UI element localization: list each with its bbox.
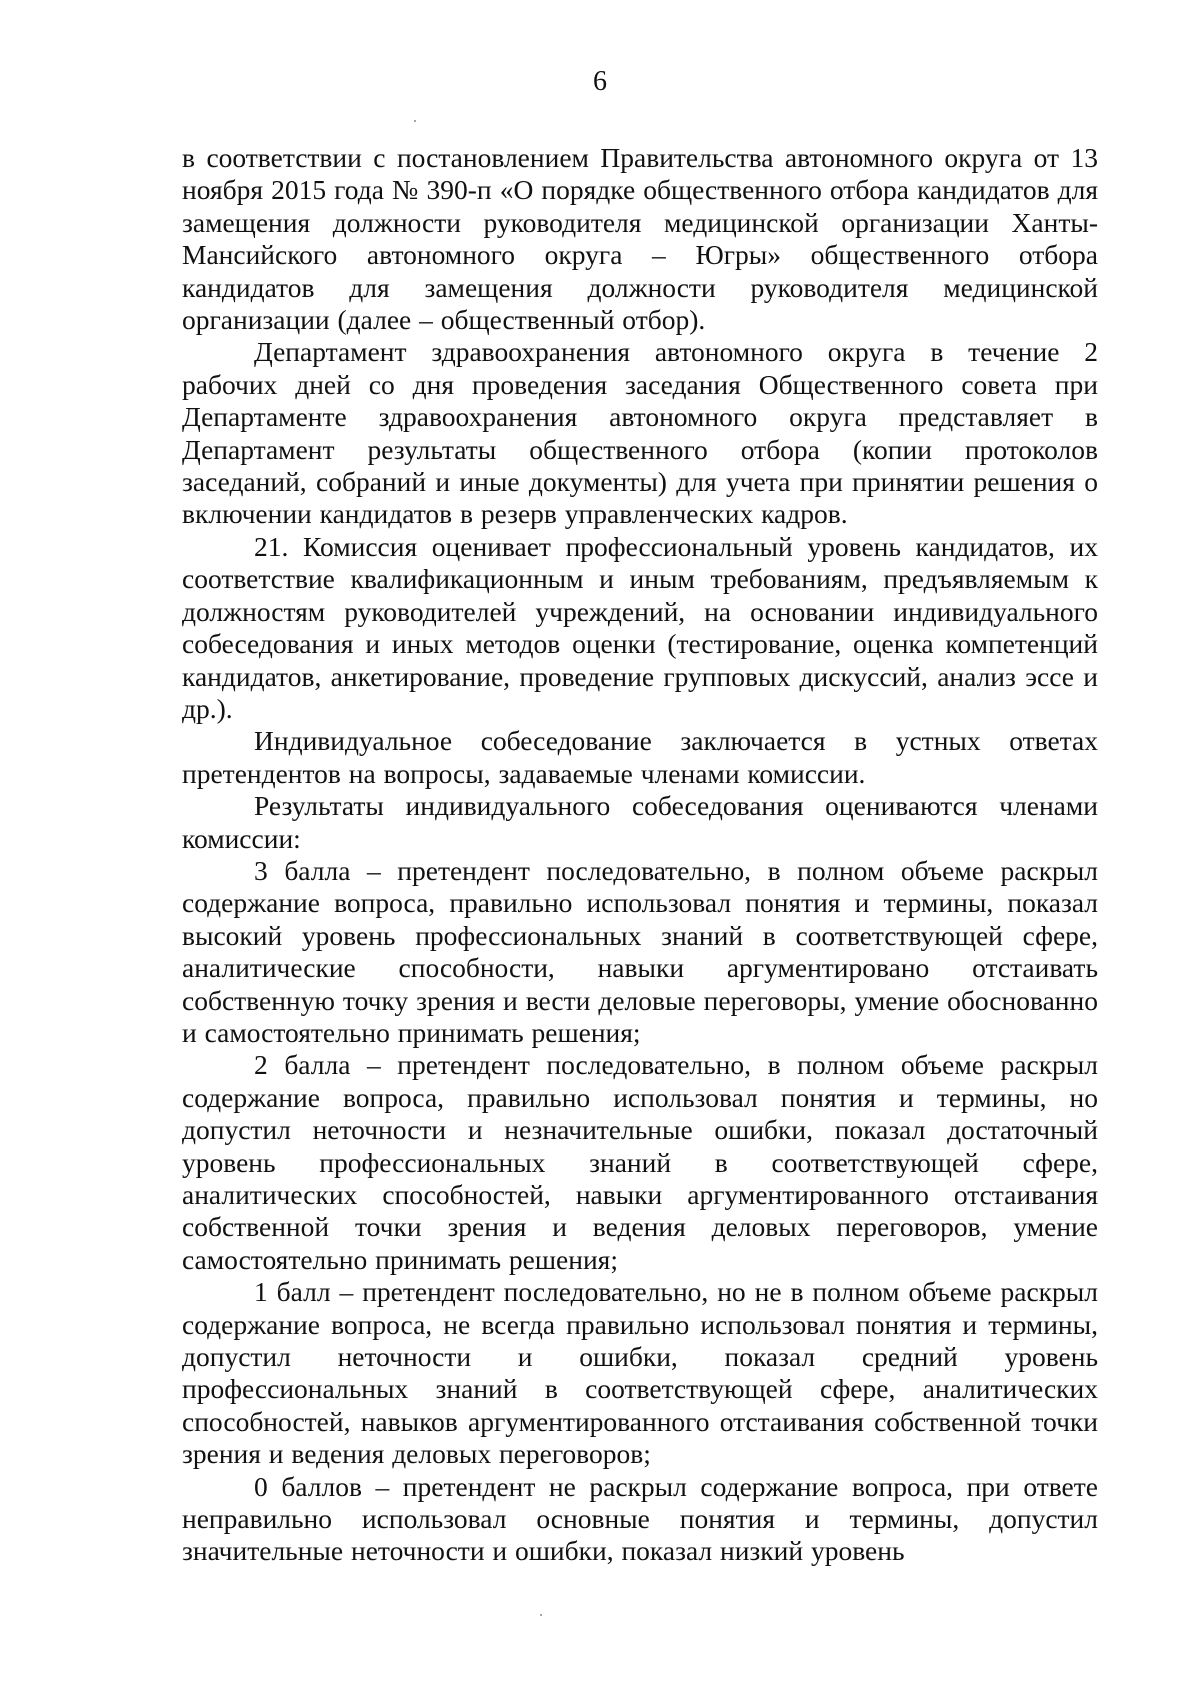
paragraph-score-0: 0 баллов – претендент не раскрыл содержание вопроса, при ответе неправильно использовал основные понятия и термины, допустил значительные неточности и ошибки, показал низкий уровень <box>182 1470 1098 1567</box>
paragraph-interview-definition: Индивидуальное собеседование заключается в устных ответах претендентов на вопросы, задаваемые членами комиссии. <box>182 725 1098 789</box>
paragraph-score-3: 3 балла – претендент последовательно, в полном объеме раскрыл содержание вопроса, правильно использовал понятия и термины, показал высокий уровень профессиональных знаний в соответствующей сфере, аналитические способности, навыки аргументировано отстаивать собственную точку зрения и вести деловые переговоры, умение обоснованно и самостоятельно принимать решения; <box>182 854 1098 1048</box>
paragraph-continuation: в соответствии с постановлением Правительства автономного округа от 13 ноября 2015 года № 390-п «О порядке общественного отбора кандидатов для замещения должности руководителя медицинской организации Ханты-Мансийского автономного округа – Югры» общественного отбора кандидатов для замещения должности руководителя медицинской организации (далее – общественный отбор). <box>182 142 1098 336</box>
paragraph-score-2: 2 балла – претендент последовательно, в полном объеме раскрыл содержание вопроса, правильно использовал понятия и термины, но допустил неточности и незначительные ошибки, показал достаточный уровень профессиональных знаний в соответствующей сфере, аналитических способностей, навыки аргументированного отстаивания собственной точки зрения и ведения деловых переговоров, умение самостоятельно принимать решения; <box>182 1049 1098 1275</box>
scan-speck <box>414 120 416 122</box>
page-number: 6 <box>593 66 607 97</box>
scan-speck <box>540 1614 542 1616</box>
paragraph-item-21: 21. Комиссия оценивает профессиональный уровень кандидатов, их соответствие квалификационным и иным требованиям, предъявляемым к должностям руководителей учреждений, на основании индивидуального собеседования и иных методов оценки (тестирование, оценка компетенций кандидатов, анкетирование, проведение групповых дискуссий, анализ эссе и др.). <box>182 530 1098 724</box>
document-body <box>182 142 1098 1568</box>
paragraph-score-1: 1 балл – претендент последовательно, но не в полном объеме раскрыл содержание вопроса, не всегда правильно использовал понятия и термины, допустил неточности и ошибки, показал средний уровень профессиональных знаний в соответствующей сфере, аналитических способностей, навыков аргументированного отстаивания собственной точки зрения и ведения деловых переговоров; <box>182 1276 1098 1470</box>
paragraph-department-report: Департамент здравоохранения автономного округа в течение 2 рабочих дней со дня проведения заседания Общественного совета при Департаменте здравоохранения автономного округа представляет в Департамент результаты общественного отбора (копии протоколов заседаний, собраний и иные документы) для учета при принятии решения о включении кандидатов в резерв управленческих кадров. <box>182 336 1098 530</box>
paragraph-interview-results: Результаты индивидуального собеседования оцениваются членами комиссии: <box>182 790 1098 854</box>
